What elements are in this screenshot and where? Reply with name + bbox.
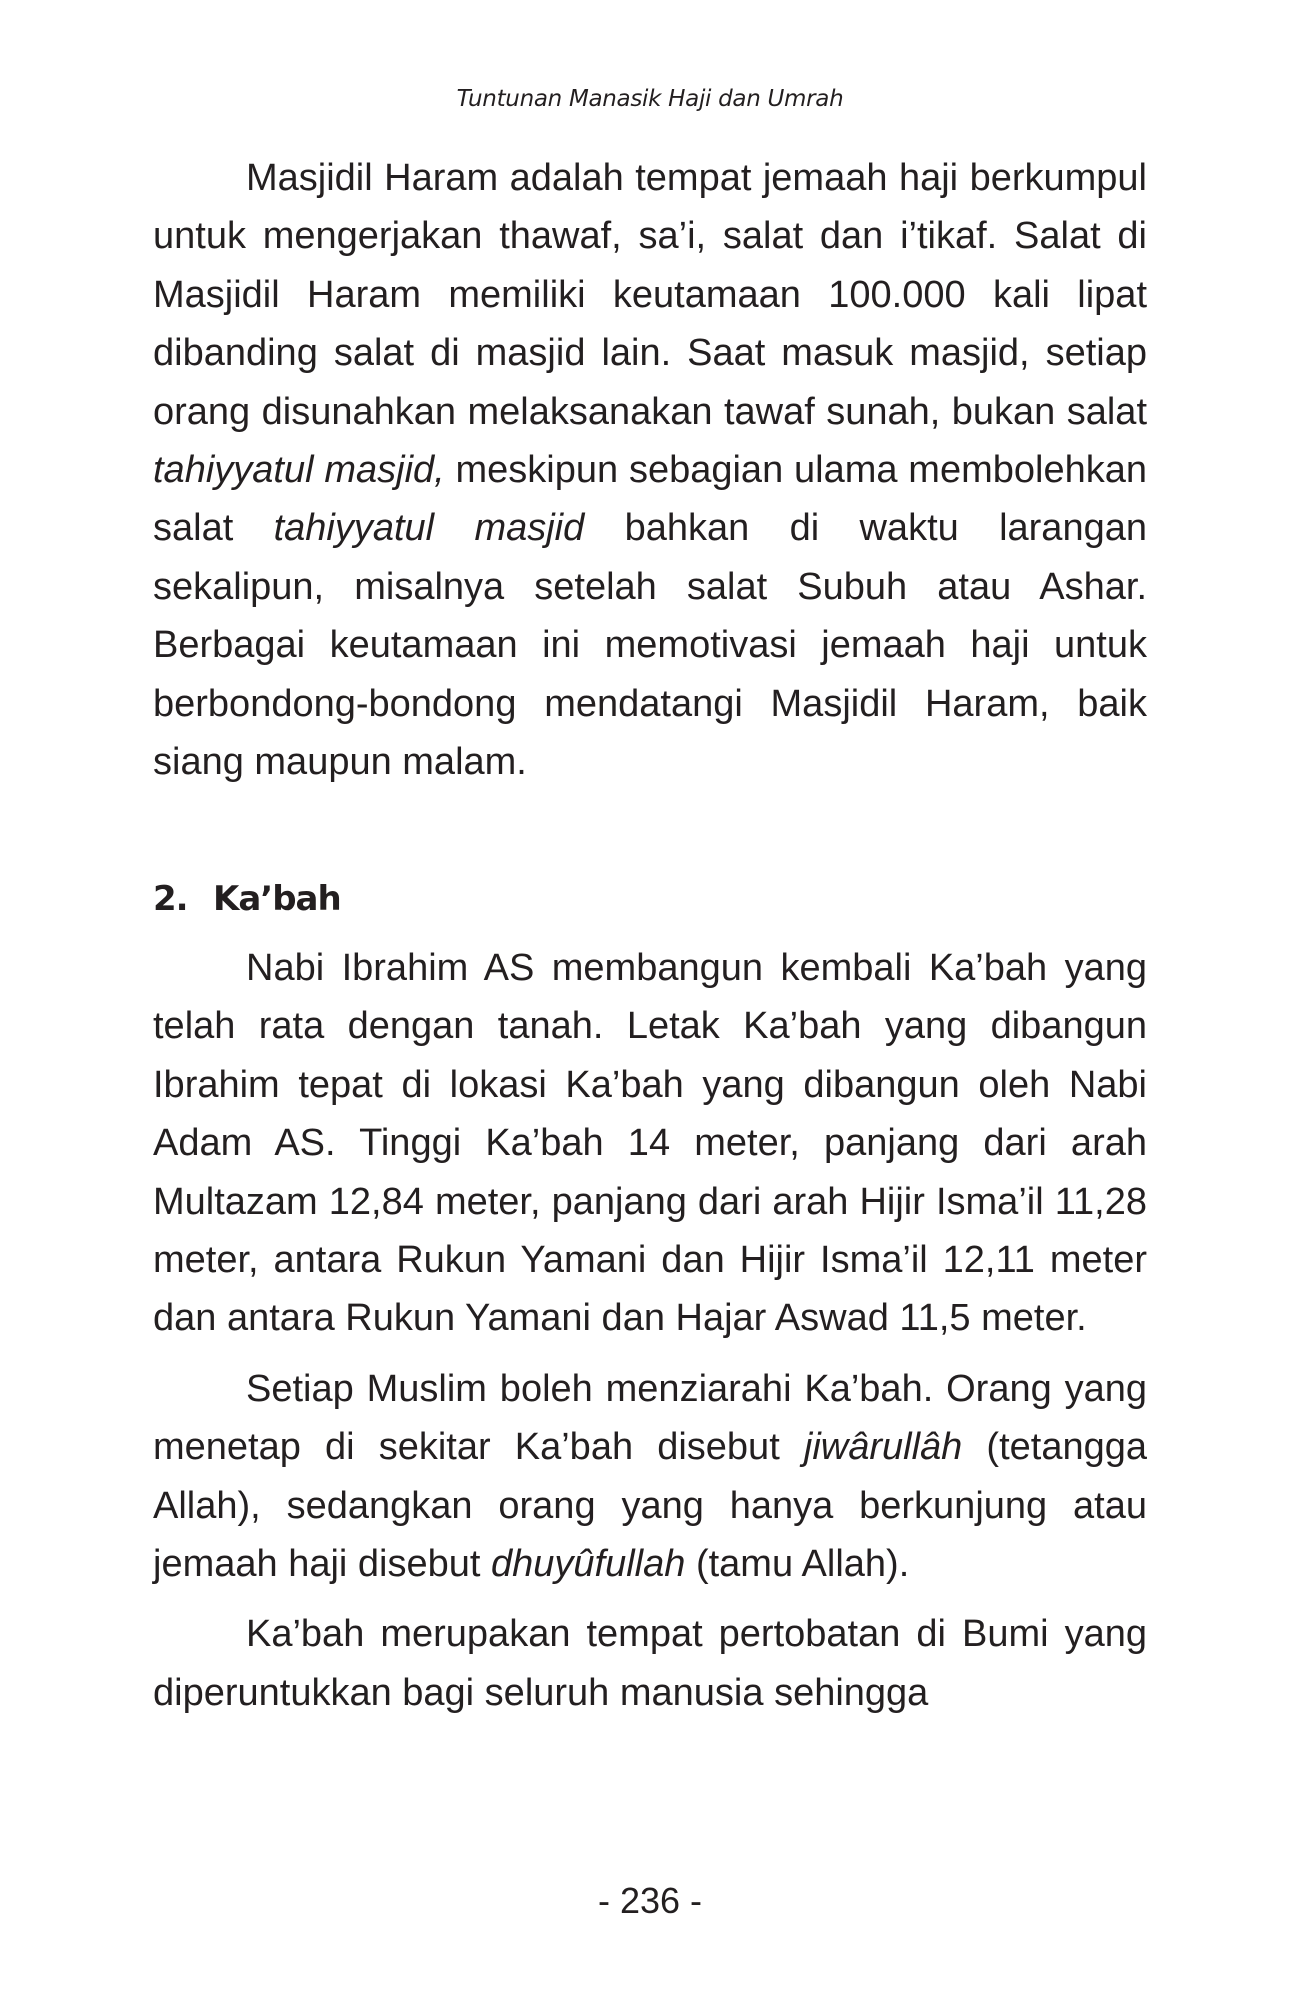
section-text-block bbox=[153, 939, 1147, 1722]
paragraph-kabah-dimensions: Nabi Ibrahim AS membangun kembali Ka’bah yang telah rata dengan tanah. Letak Ka’bah yang dibangun Ibrahim tepat di lokasi Ka’bah yang dibangun oleh Nabi Adam AS. Tinggi Ka’bah 14 meter, panjang dari arah Multazam 12,84 meter, panjang dari arah Hijir Isma’il 11,28 meter, antara Rukun Yamani dan Hijir Isma’il 12,11 meter dan antara Rukun Yamani dan Hajar Aswad 11,5 meter. bbox=[153, 947, 1147, 1340]
section-title: Ka’bah bbox=[213, 879, 341, 919]
paragraph-kabah-repentance: Ka’bah merupakan tempat pertobatan di Bumi yang diperuntukkan bagi seluruh manusia sehingga bbox=[153, 1613, 1147, 1714]
section-heading bbox=[153, 877, 341, 921]
text-run: bahkan di waktu larangan sekalipun, misalnya setelah salat Subuh atau Ashar. Berbagai keutamaan ini memotivasi jemaah haji untuk berbondong-bondong mendatangi Masjidil Haram, baik siang maupun malam. bbox=[153, 507, 1147, 784]
text-run: (tetangga Allah), sedangkan orang yang hanya berkunjung atau jemaah haji disebut bbox=[153, 1426, 1147, 1586]
italic-term: dhuyûfullah bbox=[491, 1543, 686, 1586]
section-number: 2. bbox=[153, 879, 188, 919]
text-run: Masjidil Haram adalah tempat jemaah haji berkumpul untuk mengerjakan thawaf, sa’i, salat dan i’tikaf. Salat di Masjidil Haram memiliki keutamaan 100.000 kali lipat dibanding salat di masjid lain. Saat masuk masjid, setiap orang disunahkan melaksanakan tawaf sunah, bukan salat bbox=[153, 157, 1147, 433]
text-run: meskipun sebagian ulama membolehkan salat bbox=[153, 449, 1147, 550]
italic-term: jiwârullâh bbox=[803, 1426, 963, 1469]
italic-term: tahiyyatul masjid bbox=[273, 507, 585, 550]
running-header: Tuntunan Manasik Haji dan Umrah bbox=[456, 86, 844, 112]
text-run: Setiap Muslim boleh menziarahi Ka’bah. Orang yang menetap di sekitar Ka’bah disebut bbox=[153, 1367, 1147, 1469]
page-number: - 236 - bbox=[597, 1880, 703, 1921]
text-run: (tamu Allah). bbox=[685, 1543, 910, 1586]
paragraph-masjidil-haram bbox=[153, 149, 1147, 791]
italic-term: tahiyyatul masjid, bbox=[153, 449, 445, 492]
paragraph-kabah-visitors bbox=[153, 1360, 1147, 1594]
intro-text-block bbox=[153, 149, 1147, 791]
